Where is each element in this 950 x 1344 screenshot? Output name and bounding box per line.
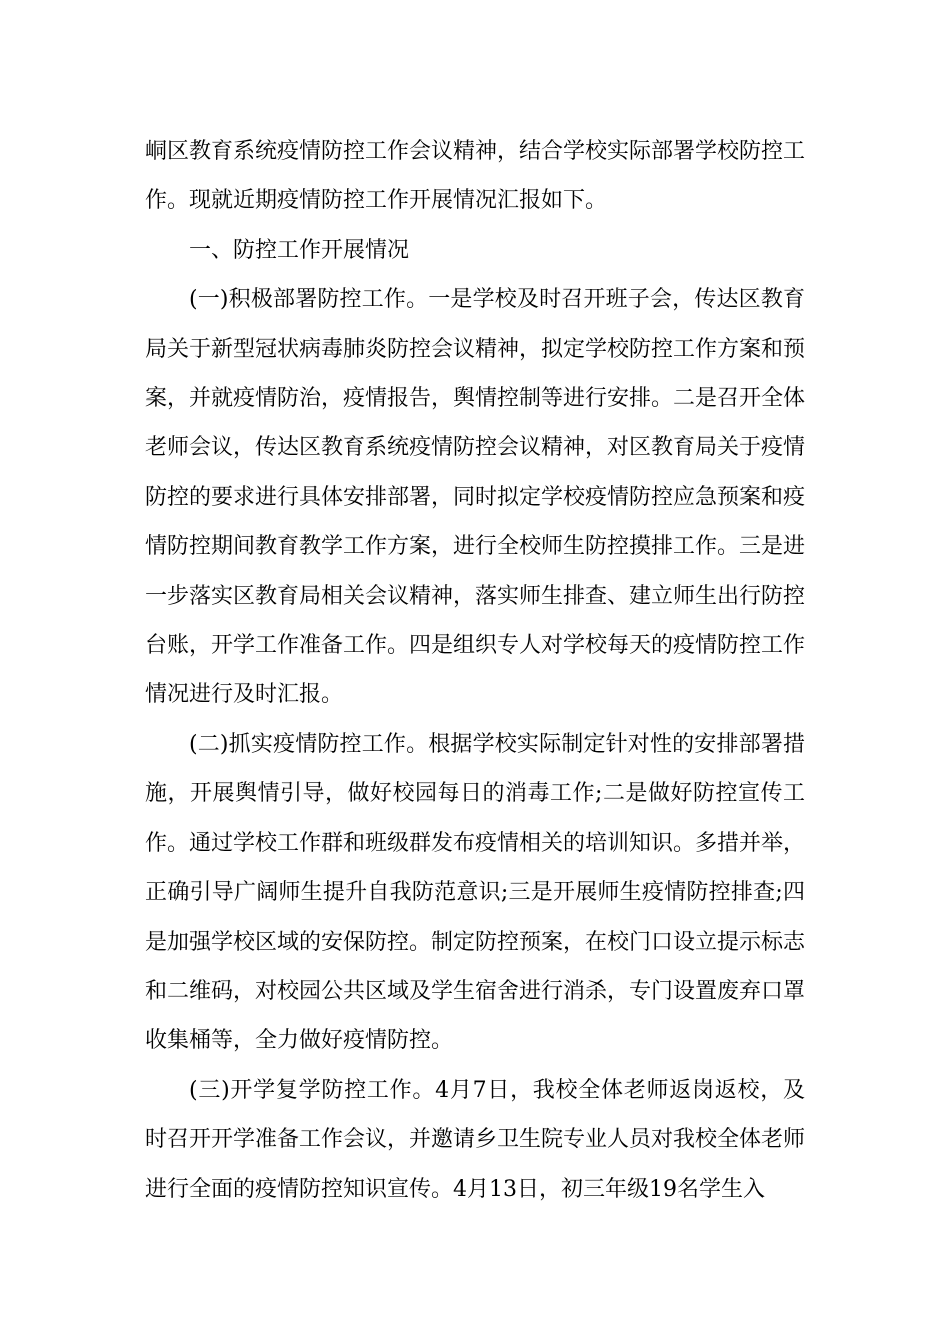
paragraph-deployment: (一)积极部署防控工作。一是学校及时召开班子会，传达区教育局关于新型冠状病毒肺炎防控会议精神，拟定学校防控工作方案和预案，并就疫情防治，疫情报告，舆情控制等进行安排。二是召开全体老师会议，传达区教育系统疫情防控会议精神，对区教育局关于疫情防控的要求进行具体安排部署，同时拟定学校疫情防控应急预案和疫情防控期间教育教学工作方案，进行全校师生防控摸排工作。三是进一步落实区教育局相关会议精神，落实师生排查、建立师生出行防控台账，开学工作准备工作。四是组织专人对学校每天的疫情防控工作情况进行及时汇报。 xyxy=(145,287,806,708)
paragraph-prevention: (二)抓实疫情防控工作。根据学校实际制定针对性的安排部署措施，开展舆情引导，做好校园每日的消毒工作;二是做好防控宣传工作。通过学校工作群和班级群发布疫情相关的培训知识。多措并举，正确引导广阔师生提升自我防范意识;三是开展师生疫情防控排查;四是加强学校区域的安保防控。制定防控预案，在校门口设立提示标志和二维码，对校园公共区域及学生宿舍进行消杀，专门设置废弃口罩收集桶等，全力做好疫情防控。 xyxy=(145,731,806,1054)
paragraph-continuation: 峒区教育系统疫情防控工作会议精神，结合学校实际部署学校防控工作。现就近期疫情防控工作开展情况汇报如下。 xyxy=(145,139,806,214)
document-body xyxy=(145,127,805,1214)
paragraph-reopening: (三)开学复学防控工作。4月7日，我校全体老师返岗返校，及时召开开学准备工作会议，并邀请乡卫生院专业人员对我校全体老师进行全面的疫情防控知识宣传。4月13日，初三年级19名学生入 xyxy=(145,1077,806,1202)
section-heading: 一、防控工作开展情况 xyxy=(189,237,410,263)
